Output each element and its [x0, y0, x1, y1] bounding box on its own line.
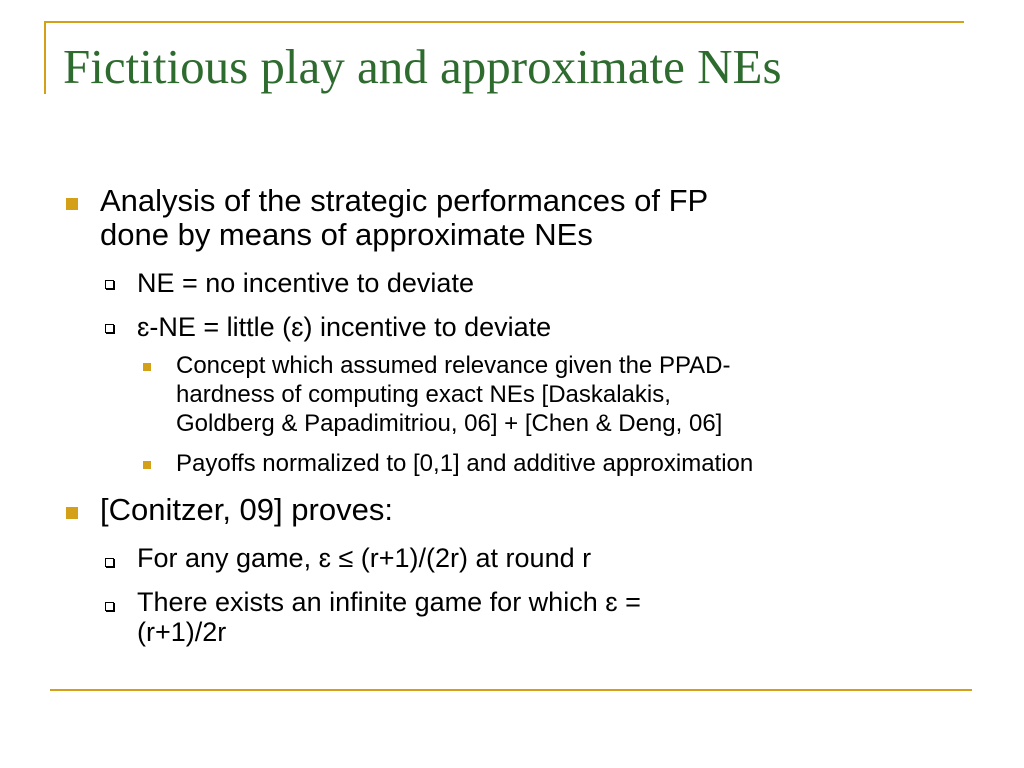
bullet-line: There exists an infinite game for which ɛ =: [137, 587, 641, 617]
hollow-square-bullet-icon: [105, 280, 114, 289]
bullet-line: Concept which assumed relevance given the PPAD-: [176, 352, 731, 379]
bullet-line: [Conitzer, 09] proves:: [100, 492, 393, 527]
hollow-square-bullet-icon: [105, 558, 114, 567]
bullet-line: ɛ-NE = little (ɛ) incentive to deviate: [137, 312, 552, 342]
bullet-item-level2: [137, 543, 591, 573]
bullet-line: hardness of computing exact NEs [Daskalakis,: [176, 381, 671, 408]
footer-rule: [50, 689, 972, 691]
bullet-square-icon: [143, 461, 151, 469]
bullet-item-level2: [137, 587, 641, 647]
bullet-square-icon: [143, 363, 151, 371]
bullet-square-icon: [66, 198, 78, 210]
bullet-line: Analysis of the strategic performances of FP: [100, 183, 709, 218]
bullet-square-icon: [66, 507, 78, 519]
bullet-item-level2: [137, 268, 474, 298]
bullet-line: NE = no incentive to deviate: [137, 268, 474, 298]
bullet-item-level1: [100, 493, 393, 527]
bullet-item-level1: [100, 184, 708, 252]
bullet-item-level3: [176, 449, 753, 478]
bullet-line: (r+1)/2r: [137, 617, 227, 647]
bullet-line: Payoffs normalized to [0,1] and additive approximation: [176, 450, 754, 477]
bullet-item-level2: [137, 312, 551, 342]
bullet-line: done by means of approximate NEs: [100, 217, 593, 252]
bullet-item-level3: [176, 351, 731, 438]
hollow-square-bullet-icon: [105, 602, 114, 611]
slide-title: Fictitious play and approximate NEs: [63, 39, 782, 94]
hollow-square-bullet-icon: [105, 324, 114, 333]
bullet-line: For any game, ɛ ≤ (r+1)/(2r) at round r: [137, 543, 592, 573]
bullet-line: Goldberg & Papadimitriou, 06] + [Chen & Deng, 06]: [176, 410, 723, 437]
